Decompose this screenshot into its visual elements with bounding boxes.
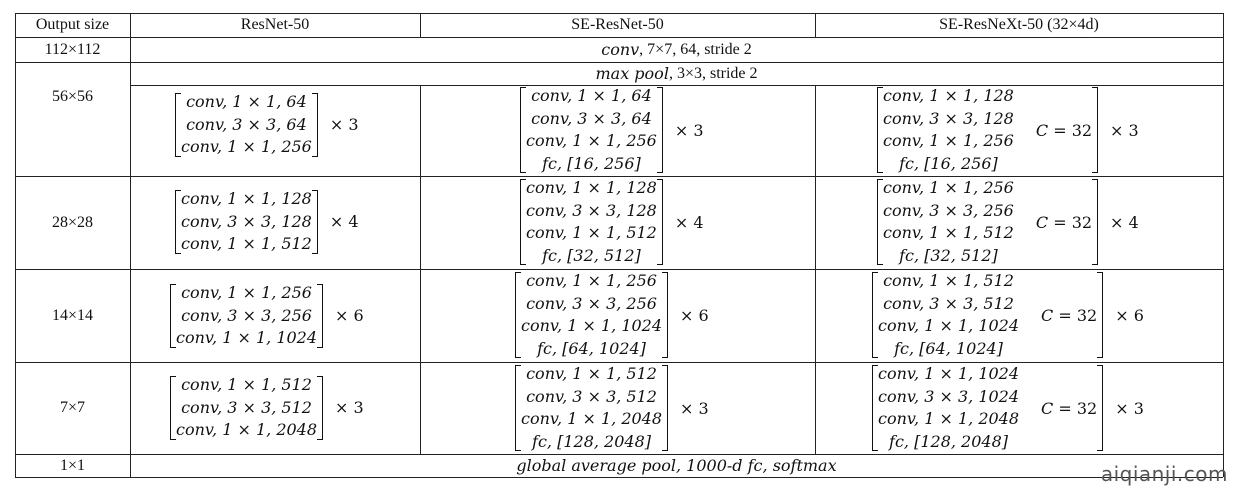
block-line: conv, 1 × 1, 512 bbox=[883, 271, 1014, 290]
block-line: conv, 1 × 1, 1024 bbox=[878, 364, 1020, 383]
block-seresnext-28 bbox=[877, 177, 1139, 267]
cardinality bbox=[1036, 213, 1092, 232]
header-seresnext: SE-ResNeXt-50 (32×4d) bbox=[939, 16, 1099, 33]
cardinality-symbol: C bbox=[1041, 305, 1054, 325]
block-senet-28 bbox=[520, 177, 704, 267]
block-line: conv, 1 × 1, 256 bbox=[181, 283, 312, 302]
block-line: fc, [32, 512] bbox=[899, 245, 998, 265]
block-line: conv, 1 × 1, 512 bbox=[526, 364, 657, 383]
rule-col2 bbox=[420, 85, 421, 454]
max-pool-op: max pool bbox=[595, 64, 669, 83]
block-line: conv, 1 × 1, 128 bbox=[883, 86, 1014, 105]
repeat-count: × 3 bbox=[335, 398, 364, 418]
watermark: aiqianji.com bbox=[1100, 462, 1228, 486]
block-line: conv, 3 × 3, 64 bbox=[531, 108, 652, 128]
block-line: conv, 3 × 3, 1024 bbox=[878, 386, 1020, 406]
block-line: fc, [128, 2048] bbox=[889, 431, 1008, 451]
block-line: conv, 1 × 1, 256 bbox=[526, 131, 657, 150]
block-seresnext-14 bbox=[872, 270, 1144, 360]
block-line: conv, 1 × 1, 256 bbox=[883, 131, 1014, 150]
block-seresnext-7 bbox=[872, 363, 1144, 453]
cardinality bbox=[1036, 121, 1092, 140]
block-line: conv, 1 × 1, 256 bbox=[181, 137, 312, 156]
block-line: conv, 1 × 1, 128 bbox=[181, 189, 312, 208]
repeat-count: × 3 bbox=[329, 115, 359, 135]
block-line: conv, 3 × 3, 256 bbox=[181, 305, 312, 325]
block-line: conv, 3 × 3, 128 bbox=[526, 200, 657, 220]
block-line: fc, [32, 512] bbox=[542, 245, 641, 265]
rule-bottom bbox=[15, 477, 1223, 478]
block-line: conv, 1 × 1, 512 bbox=[181, 375, 312, 394]
block-line: conv, 3 × 3, 512 bbox=[181, 397, 312, 417]
block-line: fc, [128, 2048] bbox=[532, 431, 651, 451]
repeat-count: × 3 bbox=[674, 120, 704, 140]
block-line: conv, 1 × 1, 512 bbox=[181, 234, 312, 253]
block-line: conv, 3 × 3, 128 bbox=[181, 211, 312, 231]
cardinality bbox=[1041, 399, 1097, 418]
repeat-count: × 6 bbox=[1115, 305, 1144, 325]
block-line: fc, [64, 1024] bbox=[537, 338, 646, 358]
size-56: 56×56 bbox=[51, 88, 94, 105]
block-line: conv, 1 × 1, 1024 bbox=[176, 328, 318, 347]
size-7: 7×7 bbox=[59, 399, 86, 416]
header-senet: SE-ResNet-50 bbox=[571, 16, 664, 33]
block-resnet-7 bbox=[170, 374, 364, 442]
rule-right bbox=[1223, 13, 1224, 477]
block-line: conv, 3 × 3, 512 bbox=[883, 293, 1014, 313]
block-line: conv, 1 × 1, 2048 bbox=[521, 409, 663, 428]
size-28: 28×28 bbox=[51, 213, 94, 231]
repeat-count: × 3 bbox=[680, 398, 709, 418]
repeat-count: × 3 bbox=[1110, 120, 1139, 140]
block-line: conv, 3 × 3, 512 bbox=[526, 386, 657, 406]
block-line: fc, [16, 256] bbox=[899, 153, 998, 173]
max-pool bbox=[130, 62, 1223, 85]
size-112: 112×112 bbox=[44, 40, 101, 58]
repeat-count: × 4 bbox=[329, 212, 359, 232]
cardinality-symbol: C bbox=[1035, 120, 1049, 140]
stem-conv-op: conv bbox=[601, 40, 640, 59]
rule-col3 bbox=[815, 85, 816, 454]
block-line: fc, [16, 256] bbox=[542, 153, 641, 173]
block-line: conv, 1 × 1, 512 bbox=[883, 223, 1014, 242]
block-seresnext-56 bbox=[877, 85, 1139, 175]
block-line: conv, 3 × 3, 64 bbox=[186, 114, 307, 134]
cardinality-value: = 32 bbox=[1053, 305, 1098, 325]
block-line: conv, 1 × 1, 2048 bbox=[878, 409, 1020, 428]
cardinality-symbol: C bbox=[1041, 398, 1054, 418]
block-line: conv, 1 × 1, 2048 bbox=[176, 420, 318, 439]
cardinality-value: = 32 bbox=[1048, 120, 1093, 140]
block-senet-7 bbox=[515, 363, 709, 453]
block-resnet-14 bbox=[170, 282, 364, 350]
block-resnet-56 bbox=[175, 91, 359, 159]
repeat-count: × 4 bbox=[674, 212, 704, 232]
block-line: conv, 1 × 1, 64 bbox=[531, 86, 652, 105]
block-line: conv, 1 × 1, 256 bbox=[883, 178, 1014, 197]
block-line: conv, 1 × 1, 512 bbox=[526, 223, 657, 242]
block-line: conv, 1 × 1, 128 bbox=[526, 178, 657, 197]
block-line: conv, 1 × 1, 1024 bbox=[878, 316, 1020, 335]
block-senet-56 bbox=[520, 85, 704, 175]
size-1: 1×1 bbox=[59, 456, 86, 474]
classifier-head-text: global average pool, 1000-d fc, softmax bbox=[516, 456, 837, 475]
cardinality-value: = 32 bbox=[1053, 398, 1098, 418]
repeat-count: × 6 bbox=[335, 306, 364, 326]
classifier-head bbox=[130, 454, 1223, 477]
block-resnet-28 bbox=[175, 188, 359, 256]
repeat-count: × 6 bbox=[680, 305, 709, 325]
block-line: conv, 1 × 1, 1024 bbox=[521, 316, 663, 335]
stem-conv bbox=[130, 37, 1223, 62]
repeat-count: × 4 bbox=[1110, 212, 1139, 232]
stem-conv-params: , 7×7, 64, stride 2 bbox=[639, 40, 752, 58]
block-line: conv, 3 × 3, 128 bbox=[883, 108, 1014, 128]
block-senet-14 bbox=[515, 270, 709, 360]
cardinality-symbol: C bbox=[1035, 212, 1049, 232]
block-line: fc, [64, 1024] bbox=[894, 338, 1003, 358]
header-output-size: Output size bbox=[35, 16, 110, 33]
size-14: 14×14 bbox=[51, 306, 94, 324]
cardinality-value: = 32 bbox=[1048, 212, 1093, 232]
block-line: conv, 1 × 1, 64 bbox=[186, 92, 307, 111]
repeat-count: × 3 bbox=[1115, 398, 1144, 418]
block-line: conv, 1 × 1, 256 bbox=[526, 271, 657, 290]
block-line: conv, 3 × 3, 256 bbox=[883, 200, 1014, 220]
max-pool-params: , 3×3, stride 2 bbox=[668, 64, 758, 82]
cardinality bbox=[1041, 306, 1097, 325]
block-line: conv, 3 × 3, 256 bbox=[526, 293, 657, 313]
header-resnet: ResNet-50 bbox=[240, 16, 310, 33]
